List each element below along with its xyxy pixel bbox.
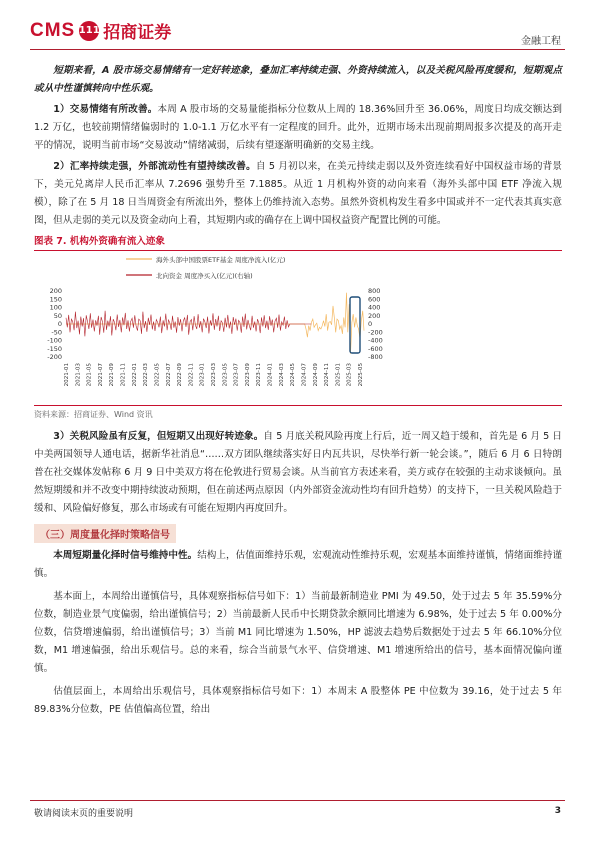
y-left-tick-label: 150 — [49, 295, 62, 304]
x-tick-label: 2024-01 — [267, 363, 274, 387]
x-tick-label: 2022-05 — [154, 363, 161, 387]
x-tick-label: 2022-01 — [131, 363, 138, 387]
x-tick-label: 2021-09 — [109, 363, 116, 387]
page-number: 3 — [554, 806, 561, 816]
x-tick-label: 2022-07 — [165, 363, 172, 387]
main-content — [34, 62, 562, 719]
company-logo — [30, 18, 171, 43]
y-right-tick-label: 800 — [368, 287, 381, 295]
x-tick-label: 2022-09 — [177, 363, 184, 387]
y-right-tick-label: -600 — [368, 344, 383, 353]
y-right-tick-label: -200 — [368, 328, 383, 337]
x-tick-label: 2021-07 — [97, 363, 104, 387]
paragraph-fundamentals: 基本面上，本周给出谨慎信号，具体观察指标信号如下：1）当前最新制造业 PMI 为 49.50，处于过去 5 年 35.59%分位数，制造业景气度偏弱，给出谨慎信号；2）当前最新人民币中长期贷款余额同比增速为 6.98%，处于过去 5 年 0.00%分位数，信贷增速偏弱，给出谨慎信号；3）当前 M1 同比增速为 1.50%，HP 滤波去趋势后数据处于过去 5 年 66.10%分位数，M1 增速偏强，给出乐观信号。总的来看，综合当前景气水平、信贷增速、M1 增速所给出的信号，基本面情况偏向谨慎。 — [34, 591, 562, 674]
body-trading-sentiment: 本周 A 股市场的交易量能指标分位数从上周的 18.36%回升至 36.06%，周度日均成交额达到 1.2 万亿，也较前期情绪偏弱时的 1.0-1.1 万亿水平有一定程度的回升。此外，近期市场未出现前期周报多次提及的高开走平的情况，说明当前市场“交易波动”情绪减弱，后续有望逐渐明确新的交易主线。 — [34, 104, 562, 151]
paragraph-trading-sentiment — [34, 101, 562, 155]
report-section-label: 金融工程 — [521, 36, 561, 47]
paragraph-valuation: 估值层面上，本周给出乐观信号，具体观察指标信号如下：1）本周末 A 股整体 PE 中位数为 39.16，处于过去 5 年 89.83%分位数，PE 估值偏高位置，给出 — [34, 686, 562, 715]
x-tick-label: 2025-01 — [335, 363, 342, 387]
x-tick-label: 2023-03 — [211, 363, 217, 387]
body-tariff-risk: 自 5 月底关税风险再度上行后，近一周又趋于缓和，首先是 6 月 5 日中美两国领导人通电话，据新华社消息“……双方团队继续落实好日内瓦共识，尽快举行新一轮会谈。”，随后 6 月 6 日特朗普在社交媒体发帖称 6 月 9 日中美双方将在伦敦进行贸易会谈。从当前官方表述来看，美方或存在较强的主动求谈倾向。虽然短期缓和并不改变中期持续波动预期，但在前述两点原因（内外部资金流动性均有回升趋势）的支持下，一旦关税风险趋于缓和、风险偏好修复，那么市场或有可能在短期内再度回升。 — [34, 431, 562, 514]
logo-cn-text: 招商证券 — [103, 23, 172, 43]
figure-title: 图表 7. 机构外资确有流入迹象 — [34, 233, 562, 251]
x-tick-label: 2024-11 — [324, 363, 331, 387]
x-tick-label: 2024-07 — [301, 363, 308, 387]
y-left-tick-label: -100 — [47, 336, 62, 345]
y-left-tick-label: -150 — [47, 344, 62, 353]
y-right-tick-label: 600 — [368, 295, 381, 304]
x-tick-label: 2021-01 — [64, 363, 70, 387]
figure-source: 资料来源：招商证券、Wind 资讯 — [34, 405, 562, 420]
lead-trading-sentiment: 1）交易情绪有所改善。 — [53, 104, 158, 115]
legend-label-0: 海外头部中国股票ETF基金 周度净流入(亿元) — [156, 256, 286, 264]
x-tick-label: 2023-01 — [199, 363, 206, 387]
paragraph-fx-liquidity — [34, 158, 562, 230]
y-right-tick-label: -400 — [368, 336, 383, 345]
body-signal-summary: 结构上，估值面维持乐观，宏观流动性维持乐观，宏观基本面维持谨慎，情绪面维持谨慎。 — [34, 550, 563, 579]
header-divider — [30, 49, 565, 50]
y-left-tick-label: 100 — [49, 303, 62, 312]
flows-chart — [34, 251, 562, 403]
x-tick-label: 2021-11 — [120, 363, 127, 387]
x-tick-label: 2023-07 — [233, 363, 240, 387]
chart-container — [34, 251, 562, 403]
x-tick-label: 2021-05 — [86, 363, 93, 387]
y-left-tick-label: -200 — [47, 353, 62, 361]
x-tick-label: 2025-05 — [358, 363, 364, 387]
x-tick-label: 2022-11 — [188, 363, 195, 387]
lead-signal-summary: 本周短期量化择时信号维持中性。 — [53, 550, 198, 561]
x-tick-label: 2021-03 — [75, 363, 82, 387]
y-right-tick-label: 400 — [368, 303, 381, 312]
y-left-tick-label: -50 — [51, 328, 62, 337]
y-left-tick-label: 200 — [49, 287, 62, 295]
x-tick-label: 2023-11 — [256, 363, 263, 387]
summary-text: 短期来看，A 股市场交易情绪有一定好转迹象，叠加汇率持续走强、外资持续流入，以及关税风险再度缓和，短期观点或从中性谨慎转向中性乐观。 — [34, 65, 562, 94]
x-tick-label: 2024-05 — [290, 363, 297, 387]
legend-label-1: 北向资金 周度净买入(亿元)(右轴) — [156, 272, 253, 280]
lead-fx-liquidity: 2）汇率持续走强，外部流动性有望持续改善。 — [53, 161, 256, 172]
x-tick-label: 2025-03 — [346, 363, 353, 387]
footer-note: 敬请阅读末页的重要说明 — [34, 809, 134, 819]
y-left-tick-label: 50 — [53, 311, 62, 320]
page-header — [0, 0, 595, 48]
x-tick-label: 2023-05 — [222, 363, 229, 387]
body-fx-liquidity: 自 5 月初以来，在美元持续走弱以及外资连续看好中国权益市场的背景下，美元兑离岸人民币汇率从 7.2696 强势升至 7.1885。从近 1 月机构外资的动向来看（海外头部中国 ETF 净流入规模），除了在 5 月 18 日当周资金有所流出外，整体上仍维持流入态势。虽然外资机构发生看多中国或并不一定代表其真实意图，但从走弱的美元以及资金动向上看，其短期内或的确存在上调中国权益资产配置比例的可能。 — [34, 161, 562, 226]
logo-mark-icon: 111 — [79, 21, 99, 41]
y-right-tick-label: 200 — [368, 311, 381, 320]
x-tick-label: 2023-09 — [244, 363, 251, 387]
y-left-tick-label: 0 — [57, 320, 62, 328]
x-tick-label: 2024-09 — [312, 363, 319, 387]
y-right-tick-label: -800 — [368, 353, 383, 361]
paragraph-tariff-risk — [34, 428, 562, 518]
y-right-tick-label: 0 — [368, 320, 373, 328]
x-tick-label: 2022-03 — [143, 363, 150, 387]
logo-cms-text: CMS — [30, 19, 76, 41]
footer-divider — [30, 800, 565, 801]
summary-paragraph — [34, 62, 562, 98]
x-tick-label: 2024-03 — [278, 363, 285, 387]
paragraph-signal-summary — [34, 547, 562, 583]
section-heading: （三）周度量化择时策略信号 — [34, 524, 176, 543]
series-line-1 — [66, 311, 311, 337]
lead-tariff-risk: 3）关税风险虽有反复，但短期又出现好转迹象。 — [53, 431, 264, 442]
